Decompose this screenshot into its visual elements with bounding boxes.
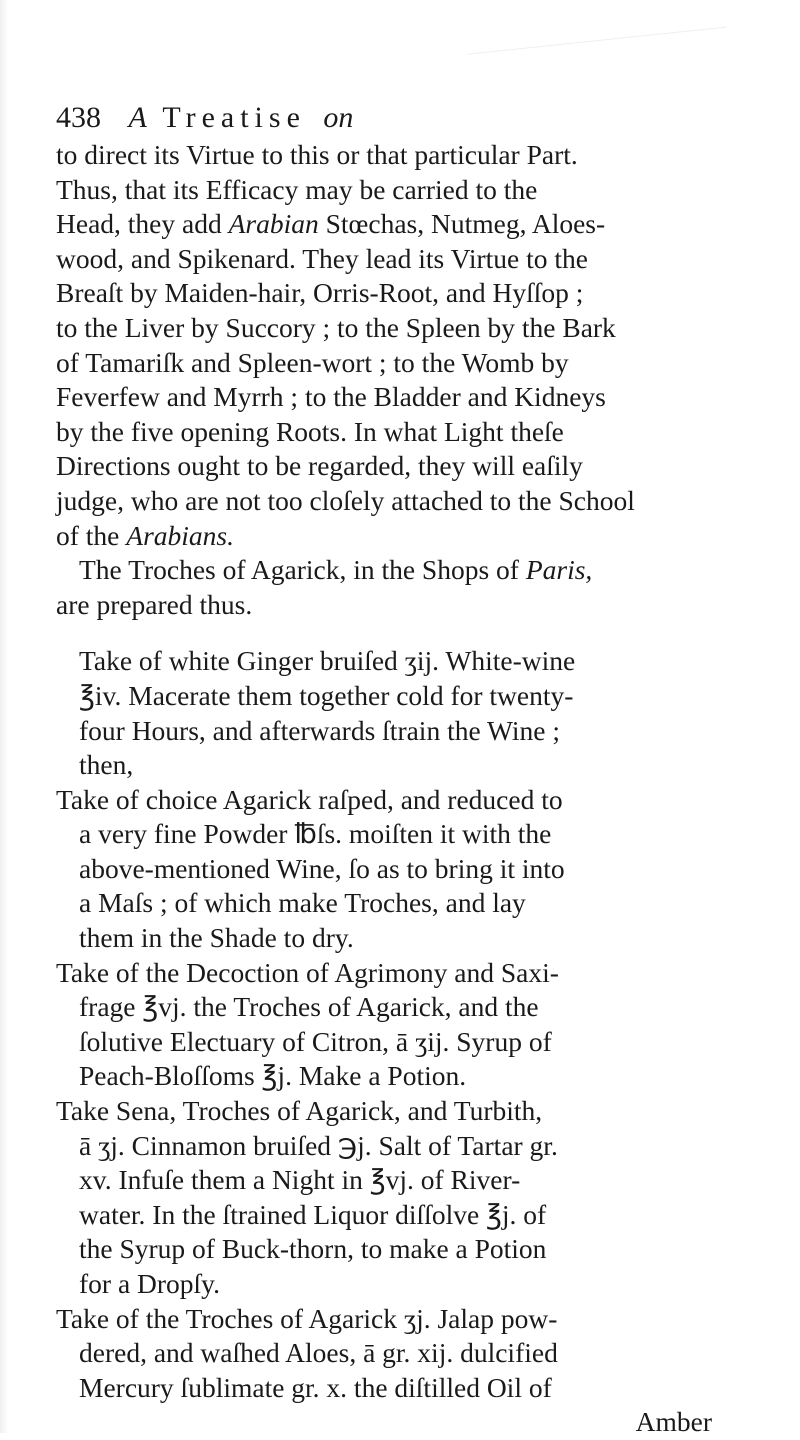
text-line: to direct its Virtue to this or that particular Part. (56, 139, 578, 170)
text-line: to the Liver by Succory ; to the Spleen by the Bark (56, 311, 616, 343)
text-run: Stœchas, Nutmeg, Aloes- (318, 208, 606, 240)
text-line: Directions ought to be regarded, they will eaſily (56, 450, 583, 482)
text-line: Take of choice Agarick raſped, and reduced to (56, 783, 563, 815)
text-line: a Maſs ; of which make Troches, and lay (79, 887, 526, 919)
text-line: Thus, that its Efficacy may be carried to the (56, 173, 538, 205)
text-line: then, (79, 749, 134, 781)
paragraph-gap (56, 622, 756, 644)
text-line: a very fine Powder ℔ſs. moiſten it with the (79, 818, 552, 850)
italic-text-run: Arabian (228, 208, 319, 240)
text-line: Peach-Bloſſoms ℥j. Make a Potion. (79, 1060, 467, 1092)
page-number: 438 (56, 101, 101, 134)
text-line: of Tamariſk and Spleen-wort ; to the Womb by (56, 346, 569, 378)
text-line: judge, who are not too cloſely attached to the School (56, 484, 635, 516)
text-line: ā ʒj. Cinnamon bruiſed ℈j. Salt of Tartar gr. (79, 1129, 558, 1161)
text-line: dered, and waſhed Aloes, ā gr. xij. dulcified (79, 1337, 558, 1369)
text-line: water. In the ſtrained Liquor diſſolve ℥j. of (79, 1198, 547, 1230)
text-line: Mercury ſublimate gr. x. the diſtilled Oil of (79, 1371, 552, 1403)
text-line: ſolutive Electuary of Citron, ā ʒij. Syrup of (79, 1025, 552, 1057)
text-line: the Syrup of Buck-thorn, to make a Potion (79, 1233, 547, 1265)
text-line: Take of white Ginger bruiſed ʒij. White-wine (79, 645, 576, 677)
text-line: Take of the Troches of Agarick ʒj. Jalap pow- (56, 1302, 558, 1334)
text-line: four Hours, and afterwards ſtrain the Wine ; (79, 714, 561, 746)
text-line (56, 519, 756, 554)
text-line: ℥iv. Macerate them together cold for twenty- (79, 679, 574, 711)
catchword: Amber (635, 1406, 712, 1438)
italic-text-run: Paris, (525, 554, 593, 586)
page-body-text (56, 138, 756, 1440)
text-line: by the five opening Roots. In what Light theſe (56, 415, 564, 447)
text-line: Take Sena, Troches of Agarick, and Turbith, (56, 1095, 543, 1127)
running-header (56, 96, 756, 140)
header-preposition: on (323, 101, 354, 134)
text-run: The Troches of Agarick, in the Shops of (79, 554, 526, 586)
header-title: Treatise (162, 101, 306, 134)
italic-text-run: Arabians. (126, 519, 234, 551)
text-line: Take of the Decoction of Agrimony and Saxi- (56, 956, 559, 988)
text-line (56, 553, 756, 588)
text-run: Head, they add (56, 208, 229, 240)
text-line: are prepared thus. (56, 588, 253, 620)
text-line: xv. Infuſe them a Night in ℥vj. of River- (79, 1164, 521, 1196)
text-line: Breaſt by Maiden-hair, Orris-Root, and Hyſſop ; (56, 277, 584, 309)
page-gutter-shadow (0, 0, 8, 1433)
text-run: of the (56, 519, 127, 551)
text-line: frage ℥vj. the Troches of Agarick, and the (79, 991, 539, 1023)
text-line: Feverfew and Myrrh ; to the Bladder and Kidneys (56, 381, 606, 413)
text-line: above-mentioned Wine, ſo as to bring it into (79, 852, 565, 884)
text-line: for a Dropſy. (79, 1268, 221, 1299)
text-line: them in the Shade to dry. (79, 922, 354, 954)
header-article: A (128, 101, 147, 134)
text-line: wood, and Spikenard. They lead its Virtue to the (56, 242, 588, 274)
text-line (56, 207, 756, 242)
